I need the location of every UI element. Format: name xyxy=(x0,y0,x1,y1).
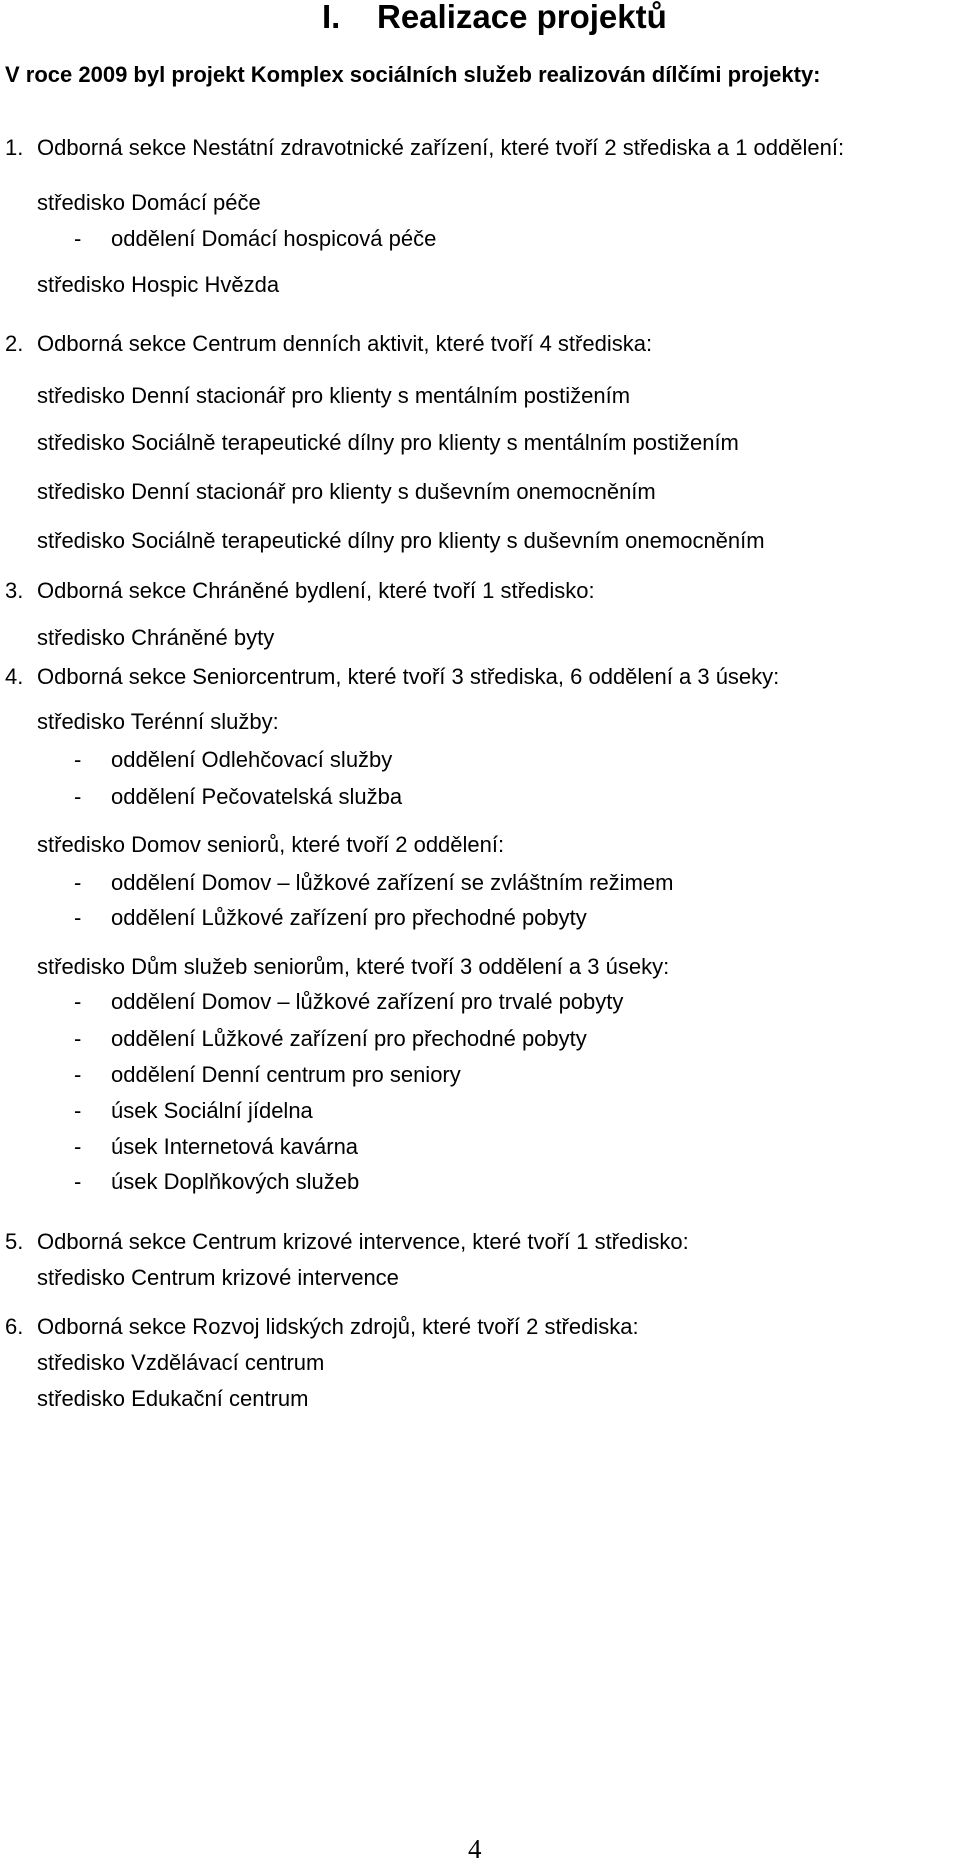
section-number: 1. xyxy=(5,135,24,160)
list-item: oddělení Odlehčovací služby xyxy=(111,747,393,772)
list-item: oddělení Lůžkové zařízení pro přechodné pobyty xyxy=(111,1026,587,1051)
list-item: středisko Edukační centrum xyxy=(37,1386,309,1411)
list-item: středisko Vzdělávací centrum xyxy=(37,1350,325,1375)
section-heading: Odborná sekce Nestátní zdravotnické zařízení, které tvoří 2 střediska a 1 oddělení: xyxy=(37,135,845,160)
bullet-dash: - xyxy=(74,226,82,251)
list-item: oddělení Domov – lůžkové zařízení se zvláštním režimem xyxy=(111,870,674,895)
list-item: středisko Domácí péče xyxy=(37,190,261,215)
list-item: úsek Sociální jídelna xyxy=(111,1098,313,1123)
chapter-title: Realizace projektů xyxy=(377,0,667,35)
list-item: úsek Doplňkových služeb xyxy=(111,1169,360,1194)
list-item: oddělení Denní centrum pro seniory xyxy=(111,1062,461,1087)
bullet-dash: - xyxy=(74,1062,82,1087)
section-number: 2. xyxy=(5,331,24,356)
section-heading: Odborná sekce Centrum denních aktivit, které tvoří 4 střediska: xyxy=(37,331,653,356)
list-item: středisko Sociálně terapeutické dílny pro klienty s mentálním postižením xyxy=(37,430,739,455)
intro-text: V roce 2009 byl projekt Komplex sociálních služeb realizován dílčími projekty: xyxy=(5,62,821,87)
bullet-dash: - xyxy=(74,870,82,895)
section-number: 4. xyxy=(5,664,24,689)
list-item: oddělení Pečovatelská služba xyxy=(111,784,403,809)
bullet-dash: - xyxy=(74,747,82,772)
chapter-number: I. xyxy=(322,0,341,35)
section-heading: Odborná sekce Centrum krizové intervence, které tvoří 1 středisko: xyxy=(37,1229,689,1254)
list-item: středisko Sociálně terapeutické dílny pro klienty s duševním onemocněním xyxy=(37,528,765,553)
section-number: 5. xyxy=(5,1229,24,1254)
list-item: oddělení Lůžkové zařízení pro přechodné pobyty xyxy=(111,905,587,930)
list-item: středisko Domov seniorů, které tvoří 2 oddělení: xyxy=(37,832,505,857)
list-item: středisko Dům služeb seniorům, které tvoří 3 oddělení a 3 úseky: xyxy=(37,954,670,979)
list-item: středisko Terénní služby: xyxy=(37,709,279,734)
bullet-dash: - xyxy=(74,905,82,930)
section-number: 6. xyxy=(5,1314,24,1339)
bullet-dash: - xyxy=(74,1134,82,1159)
bullet-dash: - xyxy=(74,1026,82,1051)
section-heading: Odborná sekce Seniorcentrum, které tvoří 3 střediska, 6 oddělení a 3 úseky: xyxy=(37,664,780,689)
list-item: středisko Denní stacionář pro klienty s mentálním postižením xyxy=(37,383,631,408)
section-heading: Odborná sekce Chráněné bydlení, které tvoří 1 středisko: xyxy=(37,578,595,603)
list-item: úsek Internetová kavárna xyxy=(111,1134,359,1159)
bullet-dash: - xyxy=(74,989,82,1014)
list-item: oddělení Domácí hospicová péče xyxy=(111,226,437,251)
section-heading: Odborná sekce Rozvoj lidských zdrojů, které tvoří 2 střediska: xyxy=(37,1314,639,1339)
list-item: oddělení Domov – lůžkové zařízení pro trvalé pobyty xyxy=(111,989,624,1014)
section-number: 3. xyxy=(5,578,24,603)
bullet-dash: - xyxy=(74,784,82,809)
list-item: středisko Denní stacionář pro klienty s duševním onemocněním xyxy=(37,479,656,504)
bullet-dash: - xyxy=(74,1098,82,1123)
list-item: středisko Centrum krizové intervence xyxy=(37,1265,399,1290)
list-item: středisko Hospic Hvězda xyxy=(37,272,280,297)
bullet-dash: - xyxy=(74,1169,82,1194)
page-number: 4 xyxy=(468,1834,482,1864)
list-item: středisko Chráněné byty xyxy=(37,625,275,650)
